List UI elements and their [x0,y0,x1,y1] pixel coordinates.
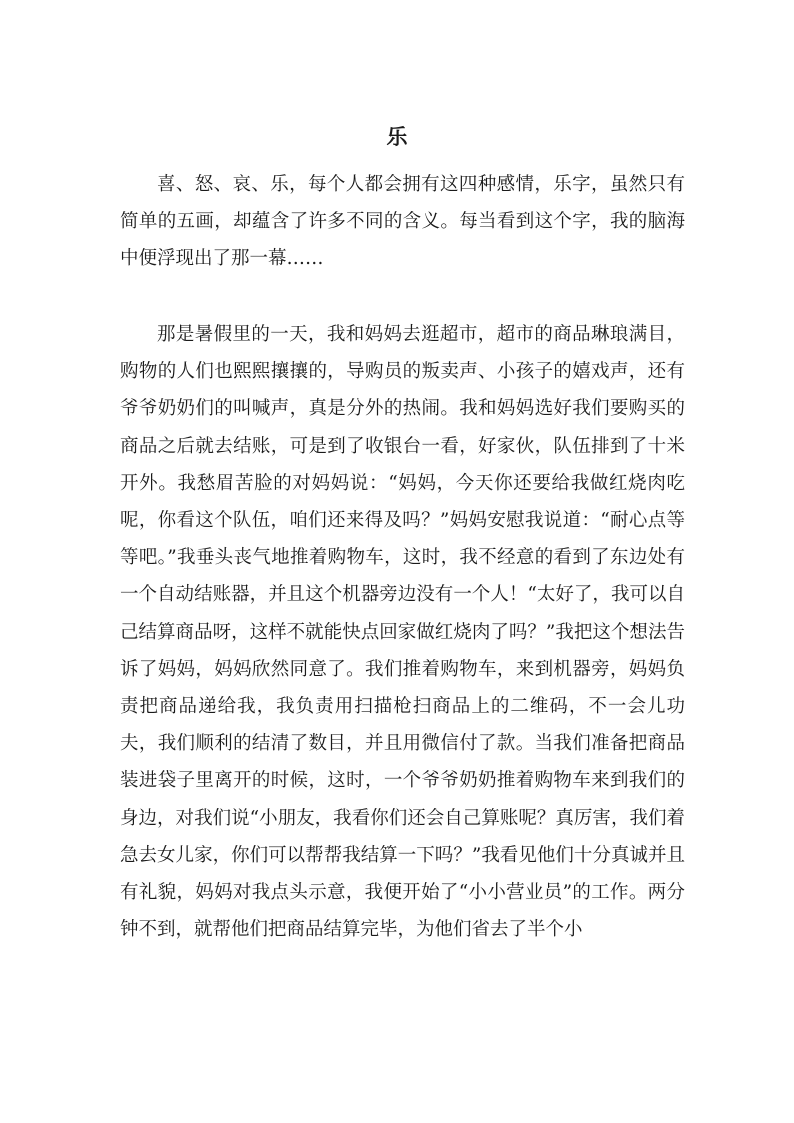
paragraph-2: 那是暑假里的一天，我和妈妈去逛超市，超市的商品琳琅满目，购物的人们也熙熙攘攘的，导购员的叛卖声、小孩子的嬉戏声，还有爷爷奶奶们的叫喊声，真是分外的热闹。我和妈妈选好我们要购买的商品之后就去结账，可是到了收银台一看，好家伙，队伍排到了十米开外。我愁眉苦脸的对妈妈说：“妈妈，今天你还要给我做红烧肉吃呢，你看这个队伍，咱们还来得及吗？”妈妈安慰我说道：“耐心点等等吧。”我垂头丧气地推着购物车，这时，我不经意的看到了东边处有一个自动结账器，并且这个机器旁边没有一个人！“太好了，我可以自己结算商品呀，这样不就能快点回家做红烧肉了吗？”我把这个想法告诉了妈妈，妈妈欣然同意了。我们推着购物车，来到机器旁，妈妈负责把商品递给我，我负责用扫描枪扫商品上的二维码，不一会儿功夫，我们顺利的结清了数目，并且用微信付了款。当我们准备把商品装进袋子里离开的时候，这时，一个爷爷奶奶推着购物车来到我们的身边，对我们说“小朋友，我看你们还会自己算账呢？真厉害，我们着急去女儿家，你们可以帮帮我结算一下吗？”我看见他们十分真诚并且有礼貌，妈妈对我点头示意，我便开始了“小小营业员”的工作。两分钟不到，就帮他们把商品结算完毕，为他们省去了半个小 [120,324,685,941]
paragraph-1: 喜、怒、哀、乐，每个人都会拥有这四种感情，乐字，虽然只有简单的五画，却蕴含了许多不同的含义。每当看到这个字，我的脑海中便浮现出了那一幕…… [120,174,685,270]
document-title: 乐 [386,124,408,149]
